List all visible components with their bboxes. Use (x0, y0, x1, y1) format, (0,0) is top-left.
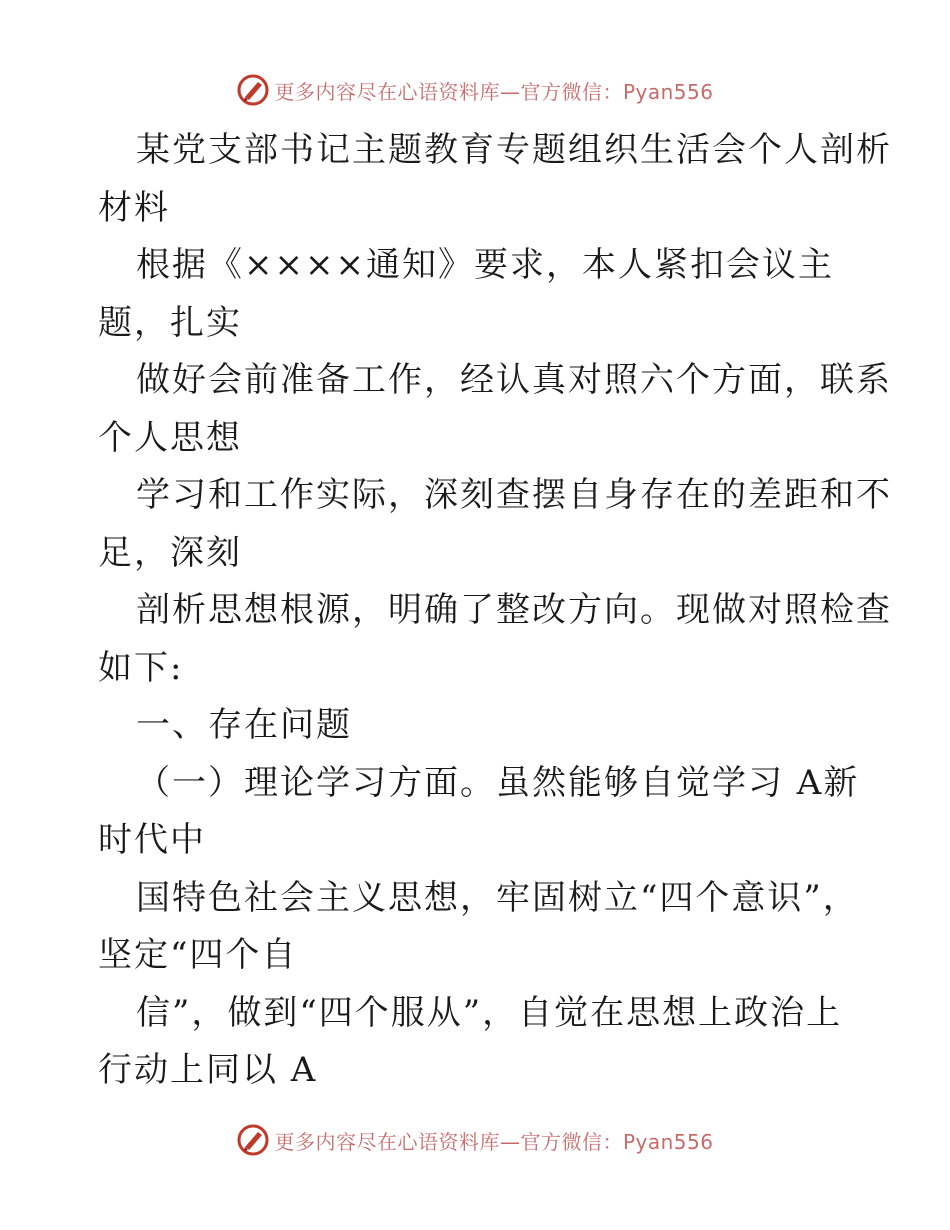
text-line: 国特色社会主义思想，牢固树立“四个意识”， (136, 877, 859, 918)
banner-text: 更多内容尽在心语资料库—官方微信：Pyan556 (274, 1129, 714, 1154)
text-line: 信”，做到“四个服从”，自觉在思想上政治上 (136, 992, 843, 1033)
text-line: 根据《××××通知》要求，本人紧扣会议主 (136, 245, 834, 285)
text-line: 坚定“四个自 (98, 935, 298, 975)
text-line: 某党支部书记主题教育专题组织生活会个人剖析 (136, 130, 892, 170)
footer-banner (0, 1120, 950, 1160)
banner-text: 更多内容尽在心语资料库—官方微信：Pyan556 (274, 79, 714, 104)
text-line: 行动上同以 A (98, 1050, 318, 1090)
text-line: 足，深刻 (98, 532, 242, 573)
pen-logo-icon (236, 1123, 270, 1157)
text-line: （一）理论学习方面。虽然能够自觉学习 A新 (136, 762, 860, 803)
text-line: 剖析思想根源，明确了整改方向。现做对照检查 (136, 590, 892, 630)
pen-logo-icon (236, 73, 270, 107)
text-line: 一、存在问题 (136, 705, 352, 745)
text-line: 题，扎实 (98, 302, 242, 343)
document-body (98, 122, 892, 1100)
text-line: 如下: (98, 647, 184, 688)
text-line: 做好会前准备工作，经认真对照六个方面，联系 (136, 360, 892, 400)
text-line: 材料 (98, 187, 170, 228)
text-line: 时代中 (98, 820, 206, 860)
text-line: 个人思想 (98, 417, 242, 458)
header-banner (0, 70, 950, 110)
text-line: 学习和工作实际，深刻查摆自身存在的差距和不 (136, 475, 892, 515)
